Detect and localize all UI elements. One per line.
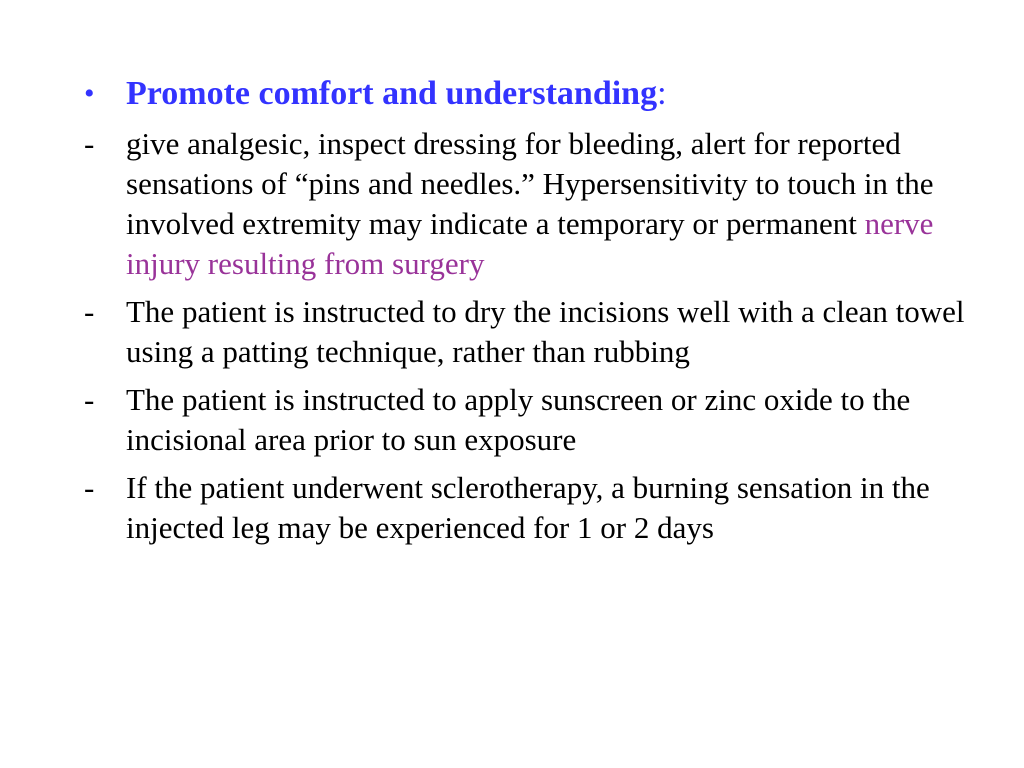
list-item-analgesic — [84, 124, 996, 284]
list-item-text: The patient is instructed to apply sunscreen or zinc oxide to the incisional area prior to sun exposure — [126, 382, 911, 457]
dash-marker: - — [84, 126, 95, 161]
list-item-text — [126, 124, 996, 284]
slide-content — [84, 72, 996, 556]
list-item-text: The patient is instructed to dry the incisions well with a clean towel using a patting technique, rather than rubbing — [126, 294, 965, 369]
list-item-sunscreen — [84, 380, 996, 460]
dash-marker: - — [84, 294, 95, 329]
bullet-icon: • — [84, 77, 95, 110]
list-item-sclerotherapy — [84, 468, 996, 548]
dash-marker: - — [84, 382, 95, 417]
heading-text: Promote comfort and understanding — [126, 75, 658, 112]
heading-row — [84, 72, 996, 116]
list-item-dry-incisions — [84, 292, 996, 372]
highlighted-text: nerve injury resulting from surgery — [126, 206, 934, 281]
heading — [126, 72, 667, 116]
list-item-text: If the patient underwent sclerotherapy, a burning sensation in the injected leg may be experienced for 1 or 2 days — [126, 470, 930, 545]
list-item-text-main: give analgesic, inspect dressing for bleeding, alert for reported sensations of “pins and needles.” Hypersensitivity to touch in the involved extremity may indicate a temporary or permanent — [126, 126, 934, 241]
dash-marker: - — [84, 470, 95, 505]
heading-colon: : — [657, 75, 667, 112]
